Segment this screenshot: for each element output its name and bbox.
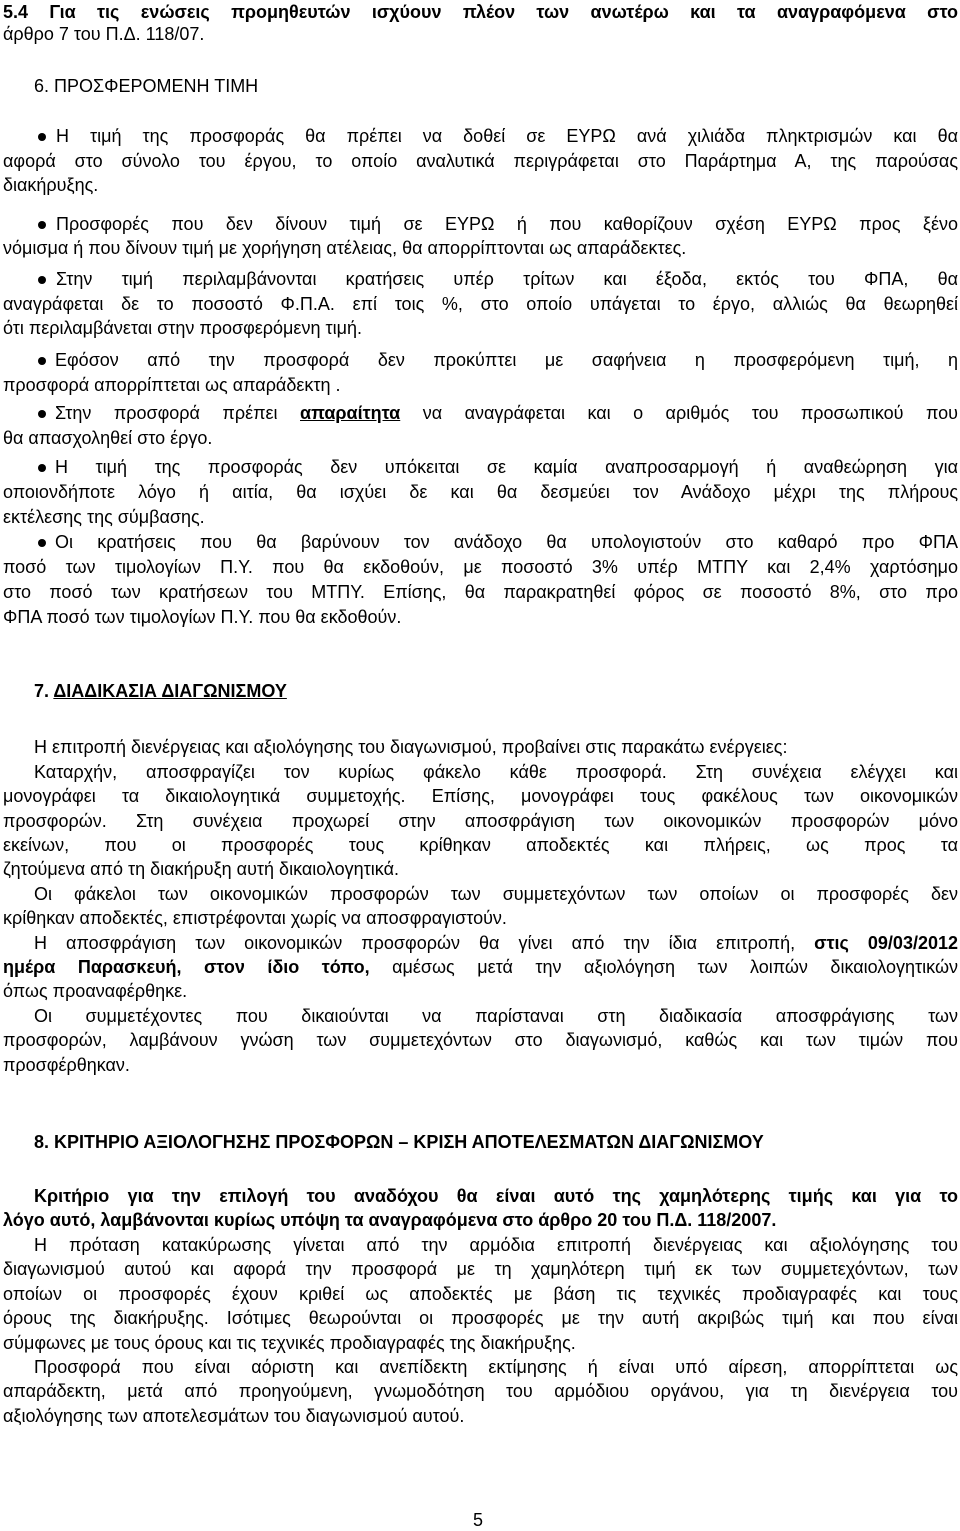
bullet-7-line-4: ΦΠΑ ποσό των τιμολογίων Π.Υ. που θα εκδοθούν. <box>3 607 402 627</box>
section-8-para-2-line-1: Προσφορά που είναι αόριστη και ανεπίδεκτη εκτίμησης ή είναι υπό αίρεση, απορρίπτεται ως <box>34 1357 958 1377</box>
section-7-para-4-line-3: όπως προαναφέρθηκε. <box>3 981 188 1001</box>
section-7-para-1: Η επιτροπή διενέργειας και αξιολόγησης του διαγωνισμού, προβαίνει στις παρακάτω ενέργειες: <box>34 737 788 757</box>
section-7-para-2-line-1: Καταρχήν, αποσφραγίζει τον κυρίως φάκελο κάθε προσφορά. Στη συνέχεια ελέγχει και <box>34 762 958 782</box>
bullet-5-line-1: Στην προσφορά πρέπει απαραίτητα να αναγράφεται και ο αριθμός του προσωπικού που <box>55 403 958 423</box>
section-7-para-2-line-2: μονογράφει τα δικαιολογητικά συμμετοχής. Επίσης, μονογράφει τους φακέλους των οικονομικών <box>3 786 958 806</box>
section-5-4-line-1: 5.4 Για τις ενώσεις προμηθευτών ισχύουν πλέον των ανωτέρω και τα αναγραφόμενα στο <box>3 2 958 22</box>
bullet-1-line-3: διακήρυξης. <box>3 175 99 195</box>
section-7-para-3-line-2: κρίθηκαν αποδεκτές, επιστρέφονται χωρίς να αποσφραγιστούν. <box>3 908 507 928</box>
section-8-para-1-line-1: Η πρόταση κατακύρωσης γίνεται από την αρμόδια επιτροπή διενέργειας και αξιολόγησης του <box>34 1235 958 1255</box>
bullet-1-line-1: Η τιμή της προσφοράς θα πρέπει να δοθεί σε ΕΥΡΩ ανά χιλιάδα πληκτρισμών και θα <box>56 126 958 146</box>
section-8-para-1-line-2: διαγωνισμού αυτού και αφορά την προσφορά με τη χαμηλότερη τιμή εκ των συμμετεχόντων, των <box>3 1259 958 1279</box>
bullet-7-line-2: ποσό των τιμολογίων Π.Υ. που θα εκδοθούν, με ποσοστό 3% υπέρ ΜΤΠΥ και 2,4% χαρτόσημο <box>3 557 958 577</box>
bullet-6-line-2: οποιονδήποτε λόγο ή αιτία, θα ισχύει δε και θα δεσμεύει τον Ανάδοχο μέχρι της πλήρους <box>3 482 958 502</box>
section-8-criterion-line-1: Κριτήριο για την επιλογή του αναδόχου θα είναι αυτό της χαμηλότερης τιμής και για το <box>34 1186 958 1206</box>
bullet-6-line-1: Η τιμή της προσφοράς δεν υπόκειται σε καμία αναπροσαρμογή ή αναθεώρηση για <box>55 457 958 477</box>
bullet-7-line-1: Οι κρατήσεις που θα βαρύνουν τον ανάδοχο θα υπολογιστούν στο καθαρό προ ΦΠΑ <box>55 532 958 552</box>
bullet-dot <box>38 539 46 547</box>
section-7-para-2-line-5: ζητούμενα από τη διακήρυξη αυτή δικαιολογητικά. <box>3 859 399 879</box>
bullet-4-line-2: προσφορά απορρίπτεται ως απαράδεκτη . <box>3 375 341 395</box>
bullet-dot <box>38 410 46 418</box>
section-8-criterion-line-2: λόγο αυτό, λαμβάνονται κυρίως υπόψη τα αναγραφόμενα στο άρθρο 20 του Π.Δ. 118/2007. <box>3 1210 777 1230</box>
section-7-para-4-line-1: Η αποσφράγιση των οικονομικών προσφορών θα γίνει από την ίδια επιτροπή, στις 09/03/2012 <box>34 933 959 953</box>
section-8-para-1-line-4: όρους της διακήρυξης. Ισότιμες θεωρούνται οι προσφορές με την αυτή ακριβώς τιμή και που είναι <box>3 1308 958 1328</box>
emphasis-required: απαραίτητα <box>300 403 401 423</box>
bullet-3-line-3: ότι περιλαμβάνεται στην προσφερόμενη τιμή. <box>3 318 362 338</box>
section-8-para-1-line-3: οποίων οι προσφορές έχουν κριθεί ως αποδεκτές με βάση τις τεχνικές προδιαγραφές και τους <box>3 1284 958 1304</box>
bullet-dot <box>38 276 46 284</box>
bullet-3-line-1: Στην τιμή περιλαμβάνονται κρατήσεις υπέρ τρίτων και έξοδα, εκτός του ΦΠΑ, θα <box>56 269 958 289</box>
section-8-para-1-line-5: σύμφωνες με τους όρους και τις τεχνικές προδιαγραφές της διακήρυξης. <box>3 1333 576 1353</box>
section-7-heading: 7. ΔΙΑΔΙΚΑΣΙΑ ΔΙΑΓΩΝΙΣΜΟΥ <box>34 681 287 701</box>
section-6-heading: 6. ΠΡΟΣΦΕΡΟΜΕΝΗ ΤΙΜΗ <box>34 76 259 96</box>
bullet-2-line-2: νόμισμα ή που δίνουν τιμή με χορήγηση ατέλειας, θα απορρίπτονται ως απαράδεκτες. <box>3 238 687 258</box>
section-7-para-5-line-3: προσφέρθηκαν. <box>3 1055 130 1075</box>
bullet-7-line-3: στο ποσό των κρατήσεων του ΜΤΠΥ. Επίσης, θα παρακρατηθεί φόρος σε ποσοστό 8%, στο προ <box>3 582 958 602</box>
bullet-dot <box>38 133 46 141</box>
section-8-heading: 8. ΚΡΙΤΗΡΙΟ ΑΞΙΟΛΟΓΗΣΗΣ ΠΡΟΣΦΟΡΩΝ – ΚΡΙΣΗ ΑΠΟΤΕΛΕΣΜΑΤΩΝ ΔΙΑΓΩΝΙΣΜΟΥ <box>34 1132 764 1152</box>
bullet-dot <box>38 221 46 229</box>
section-7-para-3-line-1: Οι φάκελοι των οικονομικών προσφορών των συμμετεχόντων των οποίων οι προσφορές δεν <box>34 884 958 904</box>
section-5-4-line-2: άρθρο 7 του Π.Δ. 118/07. <box>3 24 205 44</box>
bullet-1-line-2: αφορά στο σύνολο του έργου, το οποίο αναλυτικά περιγράφεται στο Παράρτημα Α, της παρούσας <box>3 151 958 171</box>
bullet-4-line-1: Εφόσον από την προσφορά δεν προκύπτει με σαφήνεια η προσφερόμενη τιμή, η <box>55 350 958 370</box>
section-7-para-5-line-2: προσφορών, λαμβάνουν γνώση των συμμετεχόντων στο διαγωνισμό, καθώς και των τιμών που <box>3 1030 958 1050</box>
section-7-para-5-line-1: Οι συμμετέχοντες που δικαιούνται να παρίσταναι στη διαδικασία αποσφράγισης των <box>34 1006 958 1026</box>
page-number: 5 <box>473 1510 484 1530</box>
bullet-2-line-1: Προσφορές που δεν δίνουν τιμή σε ΕΥΡΩ ή που καθορίζουν σχέση ΕΥΡΩ προς ξένο <box>56 214 958 234</box>
bullet-dot <box>38 357 46 365</box>
bullet-6-line-3: εκτέλεσης της σύμβασης. <box>3 507 205 527</box>
section-8-para-2-line-3: αξιολόγησης των αποτελεσμάτων του διαγωνισμού αυτού. <box>3 1406 465 1426</box>
bullet-5-line-2: θα απασχοληθεί στο έργο. <box>3 428 213 448</box>
bullet-3-line-2: αναγράφεται δε το ποσοστό Φ.Π.Α. επί τοις %, στο οποίο υπάγεται το έργο, αλλιώς θα θεωρηθεί <box>3 294 958 314</box>
section-7-para-2-line-3: προσφορών. Στη συνέχεια προχωρεί στην αποσφράγιση των οικονομικών προσφορών μόνο <box>3 811 958 831</box>
bullet-dot <box>38 464 46 472</box>
section-8-para-2-line-2: απαράδεκτη, μετά από προηγούμενη, γνωμοδότηση του αρμόδιου οργάνου, για τη διενέργεια του <box>3 1381 958 1401</box>
section-7-para-2-line-4: εκείνων, που οι προσφορές τους κρίθηκαν αποδεκτές και πλήρεις, ως προς τα <box>3 835 958 855</box>
section-7-para-4-line-2: ημέρα Παρασκευή, στον ίδιο τόπο, αμέσως μετά την αξιολόγηση των λοιπών δικαιολογητικών <box>3 957 958 977</box>
